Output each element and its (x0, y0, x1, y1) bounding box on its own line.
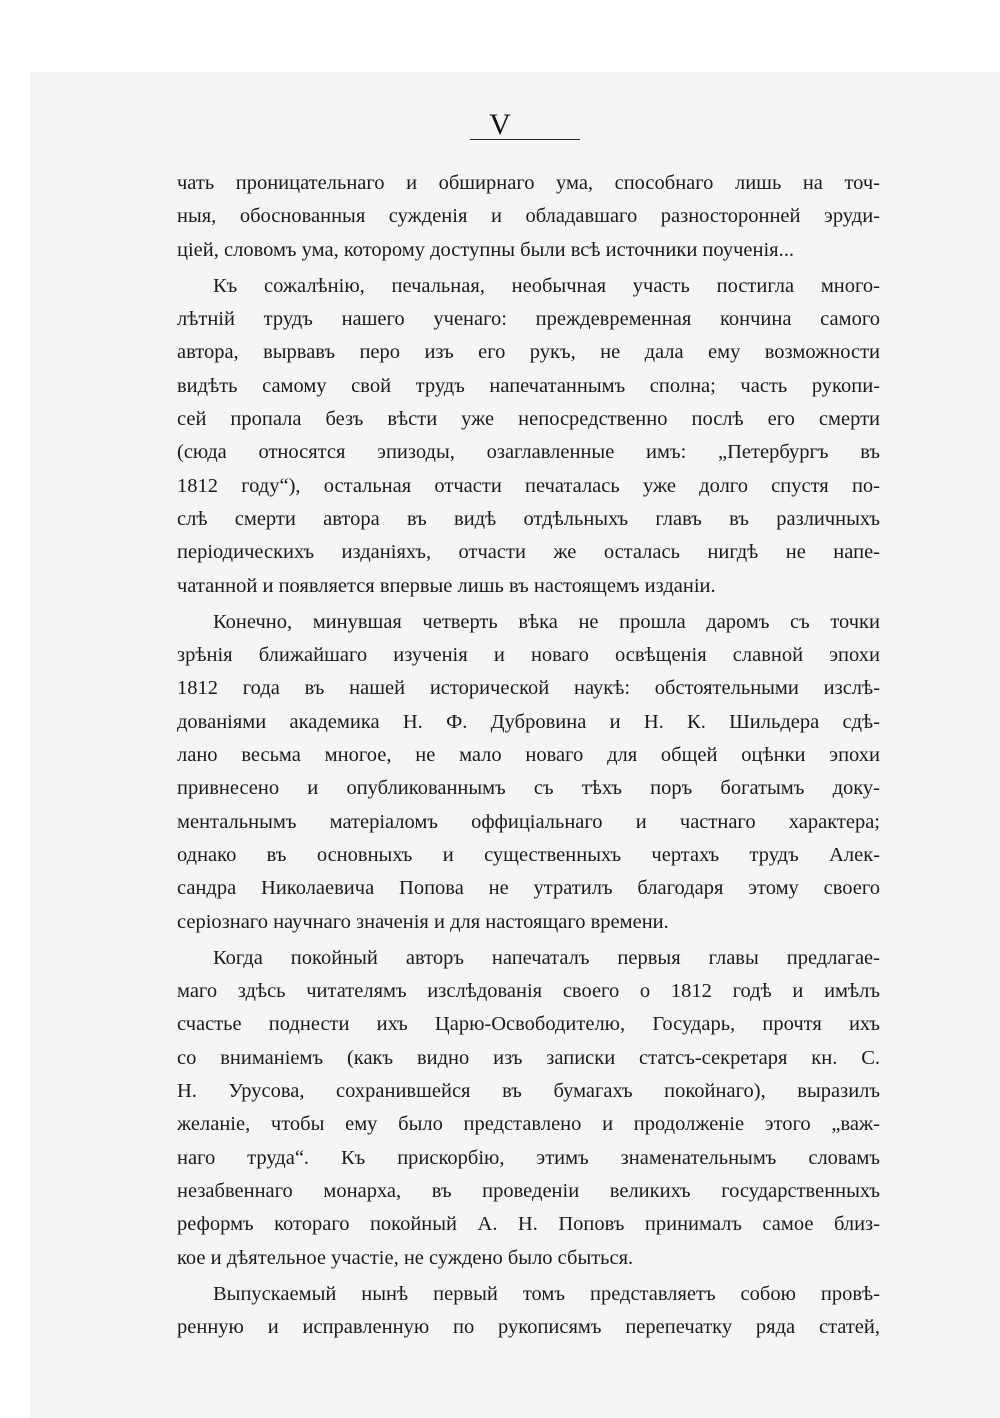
paragraph (177, 1278, 880, 1345)
text-line: Конечно, минувшая четверть вѣка не прошла даромъ съ точки (213, 610, 880, 633)
text-line: желаніе, чтобы ему было представлено и продолженіе этого „важ- (177, 1113, 880, 1136)
text-line: со вниманіемъ (какъ видно изъ записки статсъ-секретаря кн. С. (177, 1046, 880, 1069)
text-line: однако въ основныхъ и существенныхъ чертахъ трудъ Алек- (177, 843, 880, 866)
text-line: лано весьма многое, не мало новаго для общей оцѣнки эпохи (177, 744, 880, 767)
text-line: ціей, словомъ ума, которому доступны были всѣ источники поученія... (177, 238, 794, 261)
text-line: серіознаго научнаго значенія и для настоящаго времени. (177, 910, 669, 933)
text-line: ныя, обоснованныя сужденія и обладавшаго разносторонней эруди- (177, 205, 880, 228)
text-line: сей пропала безъ вѣсти уже непосредственно послѣ его смерти (177, 408, 880, 431)
paragraph (177, 942, 880, 1275)
text-line: кое и дѣятельное участіе, не суждено было сбыться. (177, 1246, 634, 1269)
paragraph (177, 606, 880, 939)
text-line: дованіями академика Н. Ф. Дубровина и Н. К. Шильдера сдѣ- (177, 710, 880, 733)
text-line: видѣть самому свой трудъ напечатаннымъ сполна; часть рукопи- (177, 374, 880, 397)
text-line: маго здѣсь читателямъ изслѣдованія своего о 1812 годѣ и имѣлъ (177, 980, 880, 1003)
text-line: ментальнымъ матеріаломъ оффиціальнаго и частнаго характера; (177, 810, 880, 833)
text-line: зрѣнія ближайшаго изученія и новаго освѣщенія славной эпохи (177, 644, 880, 667)
text-line: Къ сожалѣнію, печальная, необычная участь постигла много- (213, 274, 880, 297)
text-line: сандра Николаевича Попова не утратилъ благодаря этому своего (177, 877, 880, 900)
text-line: лѣтній трудъ нашего ученаго: преждевременная кончина самого (177, 308, 880, 331)
text-line: 1812 году“), остальная отчасти печаталась уже долго спустя по- (177, 474, 880, 497)
text-line: Когда покойный авторъ напечаталъ первыя главы предлагае- (213, 946, 880, 969)
text-line: привнесено и опубликованнымъ съ тѣхъ поръ богатымъ доку- (177, 777, 880, 800)
text-line: 1812 года въ нашей исторической наукѣ: обстоятельными изслѣ- (177, 677, 880, 700)
text-line: чатанной и появляется впервые лишь въ настоящемъ изданіи. (177, 574, 716, 597)
text-line: Н. Урусова, сохранившейся въ бумагахъ покойнаго), выразилъ (177, 1080, 880, 1103)
page-number-rule (470, 139, 580, 140)
text-line: наго труда“. Къ прискорбію, этимъ знаменательнымъ словамъ (177, 1146, 880, 1169)
text-line: чать проницательнаго и обширнаго ума, способнаго лишь на точ- (177, 172, 880, 194)
text-line: ренную и исправленную по рукописямъ перепечатку ряда статей, (177, 1316, 880, 1339)
page-number: V (489, 108, 511, 141)
paragraph (177, 270, 880, 603)
paragraph (177, 167, 880, 267)
text-line: реформъ котораго покойный А. Н. Поповъ принималъ самое близ- (177, 1213, 880, 1236)
text-line: слѣ смерти автора въ видѣ отдѣльныхъ главъ въ различныхъ (177, 507, 880, 530)
text-line: (сюда относятся эпизоды, озаглавленные имъ: „Петербургъ въ (177, 441, 880, 464)
body-text (177, 167, 880, 1344)
text-line: автора, вырвавъ перо изъ его рукъ, не дала ему возможности (177, 341, 880, 364)
text-line: незабвеннаго монарха, въ проведеніи великихъ государственныхъ (177, 1179, 880, 1202)
text-line: періодическихъ изданіяхъ, отчасти же осталась нигдѣ не напе- (177, 541, 880, 564)
text-line: Выпускаемый нынѣ первый томъ представляетъ собою провѣ- (213, 1282, 880, 1305)
text-line: счастье поднести ихъ Царю-Освободителю, Государь, прочтя ихъ (177, 1013, 880, 1036)
